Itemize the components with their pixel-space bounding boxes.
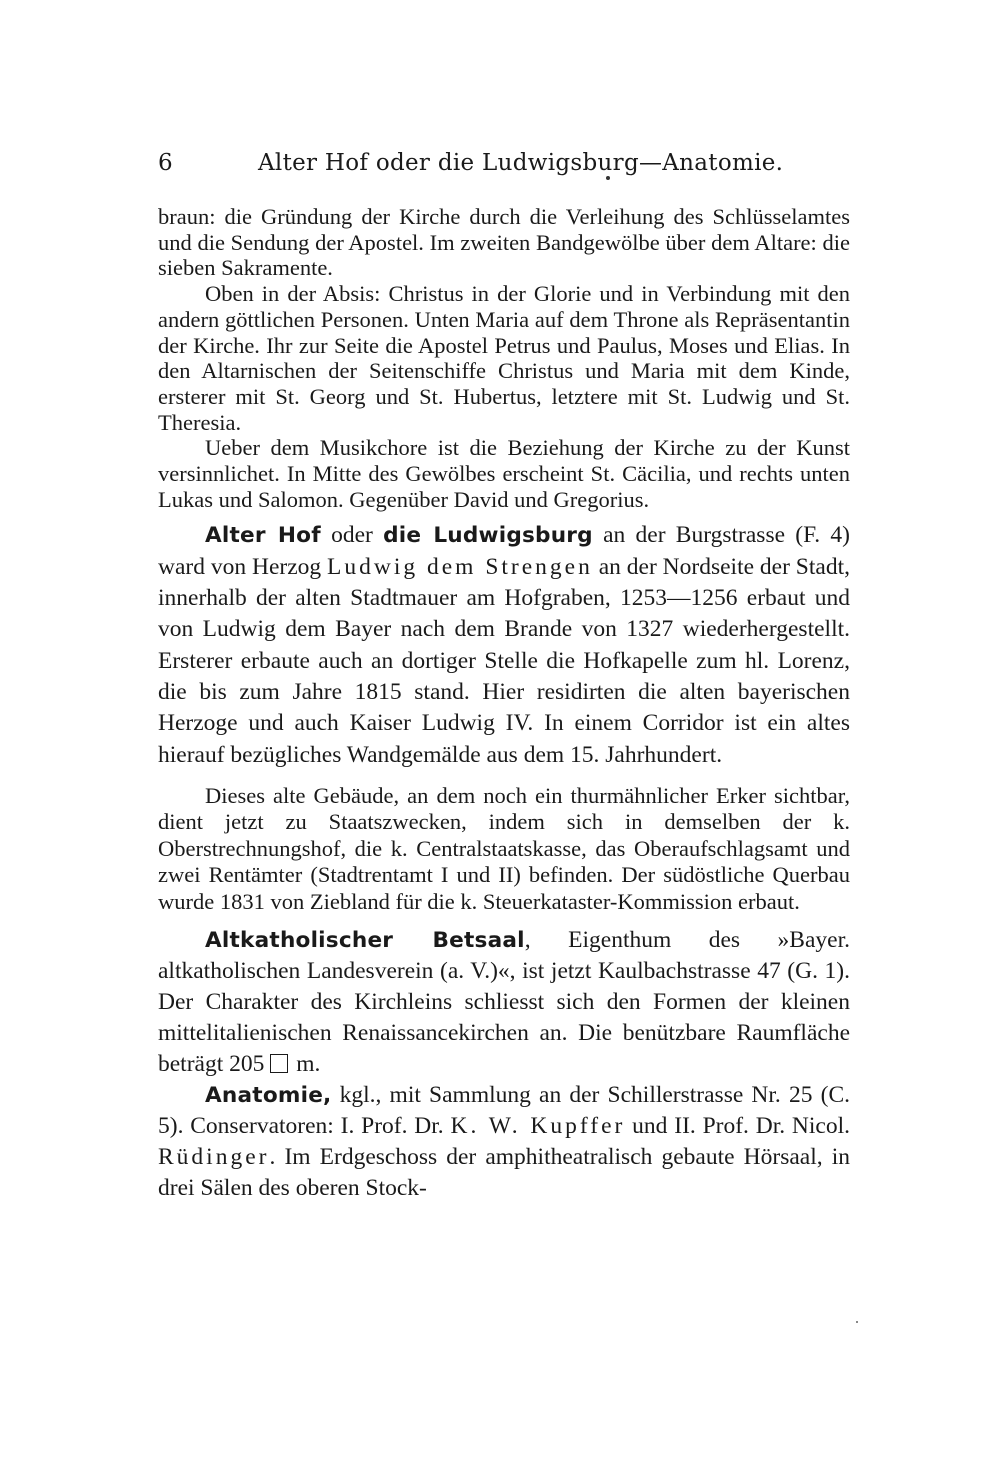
- paragraph-continuation: braun: die Gründung der Kirche durch die Verleihung des Schlüsselamtes und die Sendung der Apostel. Im zweiten Bandgewölbe über dem Altare: die sieben Sakramente.: [158, 204, 850, 281]
- spaced-name: K. W. Kupffer: [450, 1113, 626, 1140]
- entry-keyword: Anatomie,: [205, 1083, 332, 1109]
- entry-text: m.: [290, 1051, 321, 1078]
- entry-keyword: Altkatholischer Betsaal: [205, 928, 525, 954]
- entry-text: kgl., mit Sammlung an der Schillerstrasse Nr. 25 (C. 5). Conservatoren: I. Prof. Dr.: [158, 1082, 850, 1140]
- paragraph-musikchor: Ueber dem Musikchore ist die Beziehung der Kirche zu der Kunst versinnlichet. In Mitte des Gewölbes erscheint St. Cäcilia, und rechts unten Lukas und Salomon. Gegenüber David und Gregorius.: [158, 435, 850, 512]
- entry-alter-hof: [158, 520, 850, 770]
- spaced-name: Ludwig dem Strengen: [327, 553, 593, 580]
- entry-text: . Im Erdgeschoss der amphitheatralisch gebaute Hörsaal, in drei Sälen des oberen Stock-: [158, 1144, 850, 1202]
- ink-speck: [856, 1321, 858, 1323]
- page-header: [158, 146, 858, 186]
- paragraph-group-small: [158, 204, 850, 512]
- ink-dot: [606, 176, 610, 180]
- entries-betsaal-anatomie: [158, 925, 850, 1204]
- entry-text: an der Burgstrasse (F. 4) ward von Herzog: [158, 522, 850, 580]
- running-title: Alter Hof oder die Ludwigsburg—Anatomie.: [258, 150, 784, 176]
- entry-text: oder: [320, 522, 384, 549]
- entry-keyword: Alter Hof: [205, 523, 321, 549]
- paragraph-anatomie: [158, 1080, 850, 1204]
- spaced-name: Rüdinger: [158, 1144, 270, 1171]
- entry-keyword: die Ludwigsburg: [383, 523, 593, 549]
- paragraph-alter-hof: [158, 520, 850, 770]
- paragraph-betsaal: [158, 925, 850, 1080]
- paragraph-gebaeude: Dieses alte Gebäude, an dem noch ein thurmähnlicher Erker sichtbar, dient jetzt zu Staatszwecken, indem sich in demselben der k. Oberstrechnungshof, die k. Centralstaatskasse, das Oberaufschlagsamt und zwei Rentämter (Stadtrentamt I und II) befinden. Der südöstliche Querbau wurde 1831 von Ziebland für die k. Steuerkataster-Kommission erbaut.: [158, 782, 850, 914]
- entry-text: , Eigenthum des »Bayer. altkatholischen Landesverein (a. V.)«, ist jetzt Kaulbachstrasse 47 (G. 1). Der Charakter des Kirchleins schliesst sich den Formen der kleinen mittelitalienischen Renaissancekirchen an. Die benützbare Raumfläche beträgt 205: [158, 927, 850, 1078]
- paragraph-absis: Oben in der Absis: Christus in der Glorie und in Verbindung mit den andern göttlichen Personen. Unten Maria auf dem Throne als Repräsentantin der Kirche. Ihr zur Seite die Apostel Petrus und Paulus, Moses und Elias. In den Altarnischen der Seitenschiffe Christus und Maria mit dem Kinde, ersterer mit St. Georg und St. Hubertus, letztere mit St. Ludwig und St. Theresia.: [158, 281, 850, 435]
- page-number: 6: [158, 150, 173, 176]
- paragraph-group-small-2: [158, 783, 850, 916]
- entry-text: und II. Prof. Dr. Nicol.: [625, 1113, 850, 1140]
- body-text: [158, 204, 850, 1204]
- square-symbol-icon: [270, 1054, 288, 1073]
- entry-text: an der Nordseite der Stadt, innerhalb der alten Stadtmauer am Hofgraben, 1253—1256 erbaut und von Ludwig dem Bayer nach dem Brande von 1327 wiederhergestellt. Ersterer erbaute auch an dortiger Stelle die Hofkapelle zum hl. Lorenz, die bis zum Jahre 1815 stand. Hier residirten die alten bayerischen Herzoge und auch Kaiser Ludwig IV. In einem Corridor ist ein altes hierauf bezügliches Wandgemälde aus dem 15. Jahrhundert.: [158, 553, 850, 768]
